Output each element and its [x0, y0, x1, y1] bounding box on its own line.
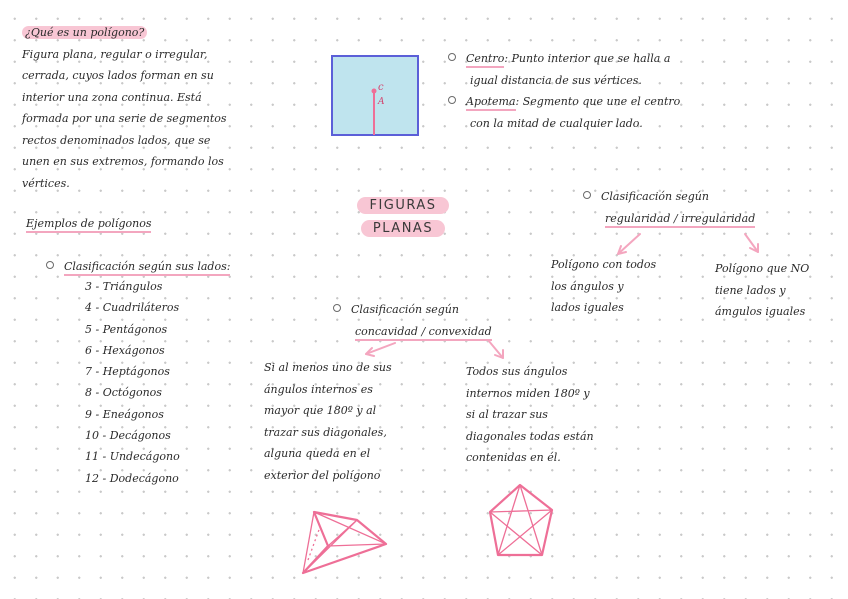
sides-classification-label: Clasificación según sus lados:	[46, 256, 230, 278]
apothem-label: A	[378, 97, 385, 107]
bullet-icon	[448, 96, 456, 104]
bullet-icon	[333, 304, 341, 312]
page-title	[353, 194, 453, 237]
center-definition-cont: igual distancia de sus vértices.	[470, 73, 642, 87]
list-item: 10 - Decágonos	[85, 429, 171, 443]
list-item: 8 - Octógonos	[85, 386, 162, 400]
definition-block	[22, 22, 262, 194]
definition-heading: ¿Qué es un polígono?	[22, 22, 262, 44]
definition-line: interior una zona continua. Está	[22, 90, 202, 104]
title-line-1: FIGURAS	[357, 197, 448, 214]
apothem-definition-cont: con la mitad de cualquier lado.	[470, 116, 643, 130]
definition-line: vértices.	[22, 176, 70, 190]
arrow-concave	[366, 343, 395, 354]
definition-line: formada por una serie de segmentos	[22, 112, 227, 125]
regular-description: Polígono con todos los ángulos y lados iguales	[551, 258, 657, 314]
concave-description: Si al menos uno de sus ángulos internos es mayor que 180º y al trazar sus diagonales, alguna queda en el exterior del polígono	[264, 361, 392, 482]
square-diagram	[331, 55, 421, 137]
bullet-icon	[583, 191, 591, 199]
list-item: 12 - Dodecágono	[85, 471, 179, 485]
list-item: 3 - Triángulos	[85, 280, 163, 293]
definition-line: unen en sus extremos, formando los	[22, 155, 224, 168]
examples-heading: Ejemplos de polígonos	[26, 213, 151, 235]
arrow-convex	[488, 340, 503, 358]
convex-pentagon	[490, 485, 552, 555]
title-line-2: PLANAS	[361, 220, 445, 237]
bullet-icon	[448, 53, 456, 61]
list-item: 5 - Pentágonos	[85, 322, 168, 336]
list-item: 9 - Eneágonos	[85, 407, 164, 421]
arrow-head-icon	[495, 350, 503, 358]
concave-polygon	[303, 512, 386, 573]
bullet-icon	[46, 261, 54, 269]
list-item: 4 - Cuadriláteros	[85, 301, 180, 315]
apothem-definition: Apotema: Segmento que une el centro	[448, 91, 718, 113]
list-item: 6 - Hexágonos	[85, 343, 165, 357]
arrow-head-icon	[750, 244, 758, 252]
definition-line: cerrada, cuyos lados forman en su	[22, 69, 214, 82]
sides-list	[85, 276, 180, 489]
center-point	[372, 89, 377, 94]
definition-line: Figura plana, regular o irregular,	[22, 47, 208, 61]
center-label: c	[378, 82, 384, 93]
list-item: 11 - Undecágono	[85, 450, 180, 464]
definition-line: rectos denominados lados, que se	[22, 133, 211, 147]
center-apothem-definitions	[448, 48, 718, 134]
convex-description: Todos sus ángulos internos miden 180º y si al trazar sus diagonales todas están contenidas en él.	[466, 365, 594, 464]
arrow-head-icon	[366, 348, 374, 356]
list-item: 7 - Heptágonos	[85, 365, 170, 379]
regularity-heading: Clasificación según regularidad / irregularidad	[583, 186, 755, 229]
center-definition: Centro: Punto interior que se halla a	[448, 48, 718, 70]
arrow-irregular	[745, 234, 758, 252]
square-figure	[331, 55, 421, 141]
arrow-regular	[618, 234, 640, 254]
irregular-description: Polígono que NO tiene lados y ámgulos iguales	[715, 262, 810, 318]
concavity-heading: Clasificación según concavidad / convexidad	[333, 299, 492, 342]
arrow-head-icon	[618, 246, 626, 254]
